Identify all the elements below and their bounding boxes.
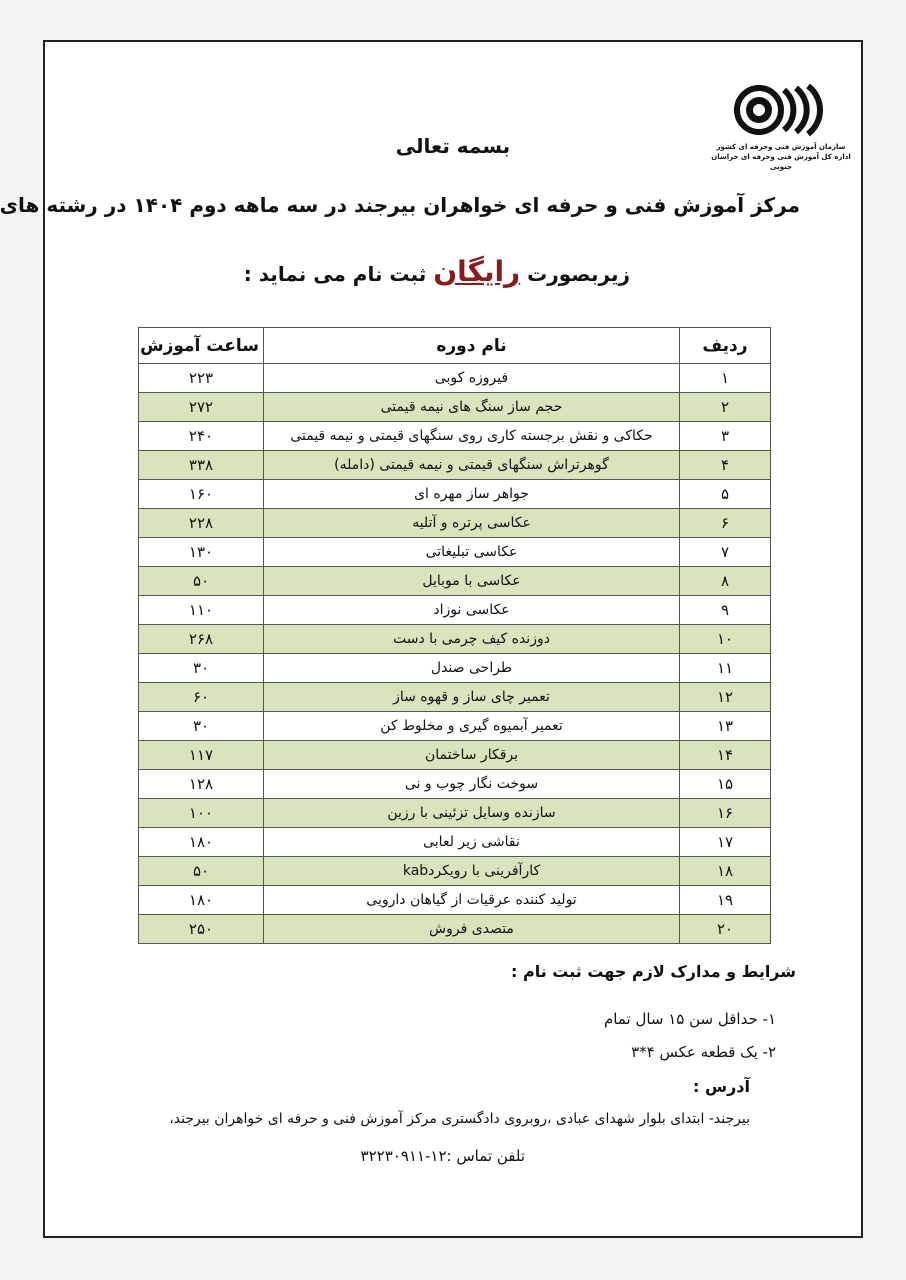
course-name: متصدی فروش [264, 915, 680, 944]
course-name: برقکار ساختمان [264, 741, 680, 770]
phone-number: تلفن تماس :۱۲-۳۲۲۳۰۹۱۱ [360, 1147, 525, 1165]
course-name: دوزنده کیف چرمی با دست [264, 625, 680, 654]
table-row [139, 741, 771, 770]
requirement-item: ۲- یک قطعه عکس ۴*۳ [631, 1043, 776, 1061]
row-number: ۱۲ [680, 683, 771, 712]
row-number: ۱۷ [680, 828, 771, 857]
training-hours: ۱۳۰ [139, 538, 264, 567]
organization-name-line1: سازمان آموزش فنی وحرفه ای کشور [716, 143, 846, 151]
table-row [139, 451, 771, 480]
training-hours: ۱۰۰ [139, 799, 264, 828]
organization-name-line2: اداره کل آموزش فنی وحرفه ای خراسان جنوبی [711, 153, 851, 171]
training-hours: ۲۵۰ [139, 915, 264, 944]
table-row [139, 828, 771, 857]
address-title: آدرس : [693, 1077, 750, 1096]
organization-name [710, 142, 852, 172]
course-name: تعمیر آبمیوه گیری و مخلوط کن [264, 712, 680, 741]
course-name: تولید کننده عرقیات از گیاهان دارویی [264, 886, 680, 915]
row-number: ۱۶ [680, 799, 771, 828]
course-name: گوهرتراش سنگهای قیمتی و نیمه قیمتی (دامله) [264, 451, 680, 480]
table-row [139, 683, 771, 712]
header-training-hours: ساعت آموزش [139, 328, 264, 364]
course-name: عکاسی نوزاد [264, 596, 680, 625]
training-hours: ۶۰ [139, 683, 264, 712]
table-row [139, 480, 771, 509]
training-hours: ۲۷۲ [139, 393, 264, 422]
row-number: ۱۱ [680, 654, 771, 683]
training-hours: ۱۶۰ [139, 480, 264, 509]
address-text: بیرجند- ابتدای بلوار شهدای عبادی ،روبروی دادگستری مرکز آموزش فنی و حرفه ای خواهران بیرجند، [169, 1111, 750, 1127]
training-hours: ۲۴۰ [139, 422, 264, 451]
table-row [139, 654, 771, 683]
table-row [139, 509, 771, 538]
training-hours: ۱۲۸ [139, 770, 264, 799]
training-hours: ۲۲۸ [139, 509, 264, 538]
table-row [139, 770, 771, 799]
course-name: سوخت نگار چوب و نی [264, 770, 680, 799]
table-row [139, 393, 771, 422]
training-hours: ۳۰ [139, 712, 264, 741]
course-name: نقاشی زیر لعابی [264, 828, 680, 857]
header-course-name: نام دوره [264, 328, 680, 364]
training-hours: ۳۰ [139, 654, 264, 683]
course-name: کارآفرینی با رویکردkab [264, 857, 680, 886]
row-number: ۹ [680, 596, 771, 625]
training-hours: ۱۸۰ [139, 886, 264, 915]
table-row [139, 857, 771, 886]
training-hours: ۱۱۷ [139, 741, 264, 770]
course-name: جواهر ساز مهره ای [264, 480, 680, 509]
header-row-number: ردیف [680, 328, 771, 364]
courses-table [138, 327, 771, 944]
row-number: ۲ [680, 393, 771, 422]
table-row [139, 596, 771, 625]
row-number: ۱۹ [680, 886, 771, 915]
table-row [139, 364, 771, 393]
row-number: ۱۰ [680, 625, 771, 654]
row-number: ۱۵ [680, 770, 771, 799]
row-number: ۱۸ [680, 857, 771, 886]
row-number: ۳ [680, 422, 771, 451]
basmala-heading: بسمه تعالی [395, 134, 511, 158]
row-number: ۲۰ [680, 915, 771, 944]
row-number: ۸ [680, 567, 771, 596]
announcement-subline [240, 255, 630, 288]
table-row [139, 799, 771, 828]
row-number: ۷ [680, 538, 771, 567]
training-hours: ۲۶۸ [139, 625, 264, 654]
subline-before: زیربصورت [527, 262, 630, 286]
row-number: ۱ [680, 364, 771, 393]
table-row [139, 422, 771, 451]
course-name: حجم ساز سنگ های نیمه قیمتی [264, 393, 680, 422]
row-number: ۱۳ [680, 712, 771, 741]
training-hours: ۱۸۰ [139, 828, 264, 857]
course-name: عکاسی تبلیغاتی [264, 538, 680, 567]
table-row [139, 625, 771, 654]
row-number: ۵ [680, 480, 771, 509]
table-row [139, 915, 771, 944]
course-name: حکاکی و نقش برجسته کاری روی سنگهای قیمتی و نیمه قیمتی [264, 422, 680, 451]
training-hours: ۳۳۸ [139, 451, 264, 480]
course-name: سازنده وسایل تزئینی با رزین [264, 799, 680, 828]
table-row [139, 538, 771, 567]
course-name: طراحی صندل [264, 654, 680, 683]
table-row [139, 567, 771, 596]
table-header-row [139, 328, 771, 364]
training-hours: ۵۰ [139, 567, 264, 596]
announcement-headline: مرکز آموزش فنی و حرفه ای خواهران بیرجند در سه ماهه دوم ۱۴۰۴ در رشته های [0, 193, 800, 217]
training-hours: ۲۲۳ [139, 364, 264, 393]
row-number: ۱۴ [680, 741, 771, 770]
row-number: ۶ [680, 509, 771, 538]
course-name: فیروزه کوبی [264, 364, 680, 393]
training-hours: ۱۱۰ [139, 596, 264, 625]
course-name: عکاسی با موبایل [264, 567, 680, 596]
course-name: عکاسی پرتره و آتلیه [264, 509, 680, 538]
table-row [139, 712, 771, 741]
free-highlight: رایگان [433, 255, 521, 288]
requirements-title: شرایط و مدارک لازم جهت ثبت نام : [511, 962, 796, 981]
table-row [139, 886, 771, 915]
subline-after: ثبت نام می نماید : [243, 262, 427, 286]
requirement-item: ۱- حداقل سن ۱۵ سال تمام [603, 1010, 776, 1028]
row-number: ۴ [680, 451, 771, 480]
training-hours: ۵۰ [139, 857, 264, 886]
course-name: تعمیر چای ساز و قهوه ساز [264, 683, 680, 712]
